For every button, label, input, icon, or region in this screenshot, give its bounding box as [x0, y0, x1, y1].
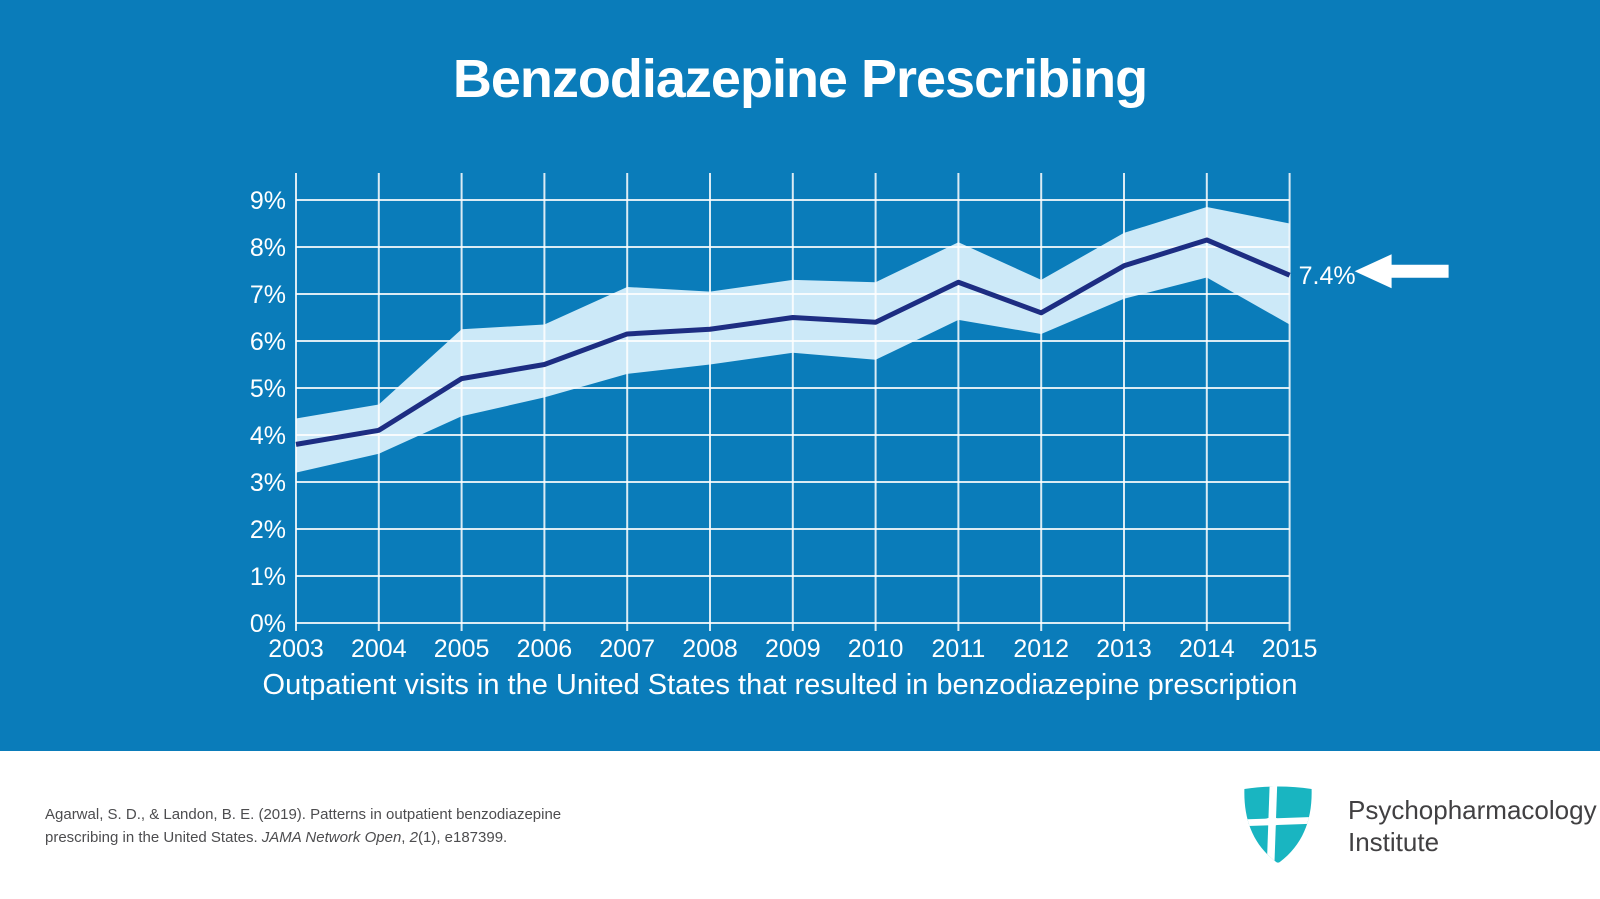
- citation-part: Agarwal, S. D., & Landon, B. E. (2019). Patterns in outpatient benzodiazepine: [45, 806, 562, 823]
- y-axis-label: 2%: [249, 516, 286, 544]
- footer: [0, 751, 1600, 899]
- y-axis-label: 7%: [249, 281, 286, 309]
- citation-part: ,: [401, 829, 410, 847]
- y-axis-label: 3%: [249, 469, 286, 497]
- x-axis-label: 2009: [764, 635, 821, 663]
- logo: [1236, 783, 1597, 869]
- x-axis-label: 2010: [847, 635, 904, 663]
- y-axis-label: 9%: [249, 187, 286, 215]
- x-axis-label: 2013: [1096, 635, 1152, 663]
- y-axis-label: 0%: [249, 610, 286, 638]
- y-axis-label: 8%: [249, 234, 286, 262]
- shield-logo-icon: [1236, 783, 1320, 869]
- citation-part: 2: [409, 829, 418, 847]
- x-axis-label: 2003: [268, 635, 324, 663]
- page-title: Benzodiazepine Prescribing: [452, 49, 1148, 109]
- y-axis-label: 4%: [249, 422, 286, 450]
- x-axis-label: 2012: [1013, 635, 1070, 663]
- x-axis-label: 2005: [433, 635, 490, 663]
- citation-text: [45, 803, 605, 850]
- x-axis-label: 2006: [516, 635, 573, 663]
- logo-text: [1348, 794, 1597, 859]
- chart-subtitle: Outpatient visits in the United States that resulted in benzodiazepine prescription: [262, 669, 1298, 701]
- x-axis-label: 2015: [1261, 635, 1318, 663]
- annotation-value-label: 7.4%: [1298, 262, 1356, 291]
- x-axis-label: 2004: [350, 635, 407, 663]
- x-axis-label: 2014: [1178, 635, 1235, 663]
- logo-line1: Psychopharmacology: [1348, 794, 1597, 825]
- citation-part: (1), e187399.: [417, 829, 508, 847]
- y-axis-label: 1%: [249, 563, 286, 591]
- x-axis-label: 2007: [599, 635, 656, 663]
- x-axis-label: 2011: [931, 635, 986, 663]
- citation-part: JAMA Network Open: [261, 829, 402, 847]
- citation-part: prescribing in the United States.: [45, 829, 262, 847]
- x-axis-label: 2008: [682, 635, 738, 663]
- y-axis-label: 5%: [249, 375, 286, 403]
- y-axis-label: 6%: [249, 328, 286, 356]
- logo-line2: Institute: [1348, 827, 1440, 857]
- left-arrow-icon: [1355, 254, 1449, 288]
